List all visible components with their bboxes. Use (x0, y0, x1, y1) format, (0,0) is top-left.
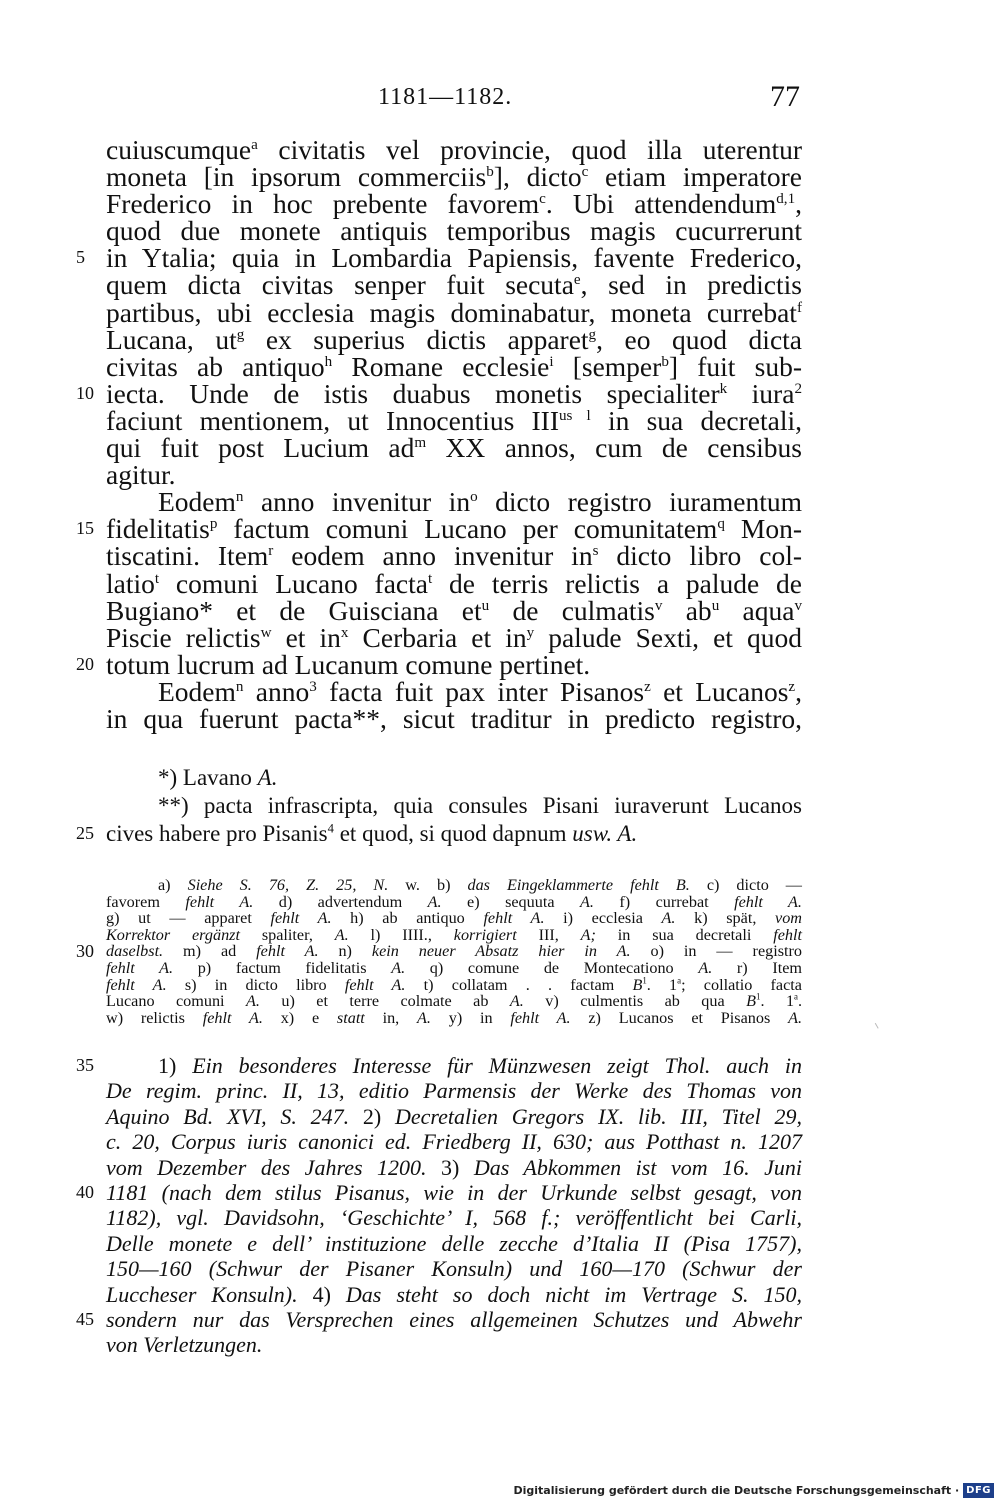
text-segment: , eo quod dicta (596, 323, 802, 355)
footnote-marker: z (644, 678, 651, 695)
running-head (0, 80, 1000, 120)
text-segment: et Lucanos (650, 675, 789, 707)
text-segment: III, (516, 925, 581, 944)
text-segment: anno invenitur in (243, 486, 471, 518)
text-segment: quod due monete antiquis temporibus magis cucurrerunt (106, 215, 802, 247)
text-segment: factum comuni Lucano per comunitatem (217, 513, 718, 545)
text-segment: r) Item (712, 958, 802, 977)
text-segment: cives habere pro Pisanis (106, 820, 328, 846)
text-segment: e) sequuta (441, 892, 580, 911)
footnote-marker: 2 (794, 380, 802, 397)
text-line (76, 941, 803, 962)
text-segment: partibus, ubi ecclesia magis dominabatur, moneta currebat (106, 296, 797, 328)
text-segment: et quod, si quod dapnum (333, 820, 573, 846)
footnote-marker: e (573, 272, 581, 289)
footnote-marker: y (526, 624, 535, 641)
text-segment: c. 20, Corpus iuris canonici ed. Friedberg II, 630; aus Potthast n. 1207 (106, 1129, 802, 1155)
credit-text: Digitalisierung gefördert durch die Deutsche Forschungsgemeinschaft · (513, 1483, 960, 1497)
text-line (106, 404, 802, 436)
text-segment: l) IIII., (348, 925, 454, 944)
page-number: 77 (770, 80, 800, 113)
footnote-marker: t (154, 570, 160, 587)
text-segment: anno (243, 675, 310, 707)
text-segment: s) in dicto libro (166, 975, 345, 994)
italic-text: fehlt A. (106, 975, 167, 994)
text-segment: Ein besonderes Interesse für Münzwesen zeigt Thol. auch in (192, 1053, 802, 1078)
italic-text: vom (775, 909, 802, 928)
text-segment: Delle monete e dell’ instituzione delle zecche d’Italia II (Pisa 1757), (106, 1230, 802, 1256)
text-line (106, 432, 802, 464)
footnote-marker: 3 (309, 678, 317, 695)
footnote-marker: q (717, 516, 725, 533)
text-segment: de culmatis (489, 594, 655, 626)
text-segment: Bugiano* et de Guisciana et (106, 594, 482, 626)
text-segment: ab (662, 594, 712, 626)
text-line (76, 1306, 802, 1332)
text-line (106, 894, 802, 911)
italic-text: A. (427, 892, 442, 911)
footnote-marker: a (251, 136, 258, 153)
line-number: 35 (76, 1055, 94, 1075)
text-segment: Lucano comuni (106, 992, 246, 1011)
text-segment: t) collatam . . factam (405, 975, 633, 994)
text-line (76, 1053, 802, 1078)
italic-text: usw. A. (572, 820, 638, 846)
footnote-marker: a (677, 975, 682, 986)
text-segment: , (795, 188, 803, 220)
line-number: 40 (76, 1181, 94, 1202)
text-segment: Piscie relictis (106, 621, 261, 653)
text-line (106, 540, 802, 572)
text-line (106, 161, 803, 193)
italic-text: fehlt A. (510, 1008, 571, 1027)
text-line (106, 1332, 802, 1357)
text-segment: Das steht so doch nicht im Vertrage S. 150, (345, 1281, 802, 1307)
italic-text: fehlt A. (185, 892, 254, 911)
text-line (106, 1282, 802, 1307)
footnote-marker: v (794, 597, 802, 614)
text-segment: in, (364, 1008, 418, 1027)
text-line (106, 1155, 802, 1180)
text-segment: c) dicto — (689, 876, 802, 894)
text-segment: cuiuscumque (106, 134, 252, 165)
text-line (106, 1078, 802, 1103)
text-segment: eodem anno invenitur in (273, 540, 593, 572)
footnote-marker: m (414, 434, 427, 451)
text-segment: Das Abkommen ist vom 16. Juni (473, 1154, 802, 1180)
line-number: 10 (76, 382, 94, 403)
text-segment: d) advertendum (253, 892, 428, 911)
text-segment: Romane ecclesie (332, 350, 550, 382)
text-segment: qui fuit post Lucium ad (106, 432, 415, 464)
text-segment: aqua (719, 594, 795, 626)
text-segment: *) Lavano (158, 765, 258, 790)
text-line (106, 977, 802, 994)
line-number: 5 (76, 247, 85, 268)
text-segment: k) spät, (675, 909, 776, 928)
text-segment: ex superius dictis apparet (244, 323, 589, 355)
text-segment: Luccheser Konsuln). (106, 1281, 313, 1307)
note-number: 4) (312, 1281, 346, 1307)
text-line (106, 1129, 802, 1154)
footnote-marker: n (235, 489, 244, 506)
text-segment: in sua decretali, (590, 404, 802, 436)
italic-text: Korrektor ergänzt (106, 925, 240, 944)
text-segment: q) comune de Montecationo (405, 958, 699, 977)
main-text (76, 134, 803, 734)
text-line (76, 1179, 802, 1205)
footnote-marker: f (796, 299, 802, 316)
line-number: 15 (76, 518, 94, 539)
footnote-marker: s (592, 543, 599, 560)
text-segment: De regim. princ. II, 13, editio Parmensis der Werke des Thomas von (106, 1078, 802, 1104)
footnote-marker: 1 (642, 975, 647, 986)
text-segment: ] fuit sub- (668, 350, 803, 382)
footnote-marker: u (481, 597, 490, 614)
text-segment: , sed in predictis (580, 269, 802, 301)
italic-text: fehlt A. (734, 892, 802, 911)
text-segment: . (798, 992, 803, 1011)
text-segment: g) ut — apparet (106, 909, 271, 928)
text-line (106, 350, 803, 382)
text-segment: v) culmentis ab qua (523, 992, 747, 1011)
text-segment: et in (271, 621, 341, 653)
footnotes (76, 1053, 802, 1358)
text-segment: Lucana, ut (106, 323, 237, 355)
note-number: 2) (362, 1103, 395, 1129)
text-line (106, 1231, 802, 1256)
footnote-marker: d,1 (776, 191, 796, 208)
footnote-marker: us l (559, 407, 591, 424)
footnote-marker: c (539, 191, 546, 208)
italic-text: fehlt A. (270, 909, 332, 928)
text-segment: etiam imperatore (588, 161, 803, 193)
text-segment: i) ecclesia (544, 909, 662, 928)
text-segment: Eodem (158, 675, 236, 707)
italic-text: A. (334, 925, 349, 944)
text-segment: iecta. Unde de istis duabus monetis specialiter (106, 377, 720, 409)
italic-text: daselbst. (106, 942, 164, 961)
text-segment: n) (318, 942, 372, 961)
text-segment: civitas ab antiquo (106, 350, 325, 382)
text-segment: in sua decretali (595, 925, 774, 944)
text-line (106, 136, 802, 163)
footnote-marker: n (235, 678, 244, 695)
text-segment: u) et terre colmate ab (259, 992, 510, 1011)
text-segment: z) Lucanos et Pisanos (570, 1008, 789, 1027)
text-segment: quem dicta civitas senper fuit secuta (106, 269, 574, 301)
footnote-marker: u (711, 597, 720, 614)
italic-text: fehlt A. (344, 975, 406, 994)
text-line (106, 567, 802, 599)
italic-text: fehlt (773, 925, 802, 944)
text-segment: favorem (106, 892, 186, 911)
italic-text: A. (579, 892, 594, 911)
line-number: 45 (76, 1308, 94, 1329)
text-segment: tiscatini. Item (106, 540, 269, 572)
text-segment: 1181 (nach dem stilus Pisanus, wie in der Urkunde selbst gesagt, von (106, 1179, 802, 1205)
digitization-credit (513, 1481, 994, 1499)
running-head-years: 1181—1182. (378, 84, 513, 110)
text-segment: o) in — registro (630, 942, 803, 961)
text-segment: civitatis vel provincie, quod illa uterentur (257, 134, 802, 165)
text-line (106, 323, 802, 355)
italic-text: statt (336, 1008, 365, 1027)
text-line (106, 215, 802, 247)
italic-text: A; (580, 925, 596, 944)
footnote-marker: g (588, 326, 597, 343)
text-segment: dicto libro col- (598, 540, 802, 572)
text-line (106, 960, 802, 977)
footnote-marker: v (654, 597, 663, 614)
text-segment: y) in (430, 1008, 511, 1027)
text-line (106, 1010, 802, 1027)
footnote-marker: b (661, 353, 669, 370)
text-segment: facta fuit pax inter Pisanos (316, 675, 645, 707)
text-line (106, 877, 802, 894)
text-segment: Cerbaria et in (348, 621, 527, 653)
text-segment: de terris relictis a palude de (432, 567, 802, 599)
italic-text: fehlt A. (202, 1008, 263, 1027)
text-segment: latio (106, 567, 155, 599)
text-segment: p) factum fidelitatis (173, 958, 392, 977)
text-segment: f) currebat (593, 892, 735, 911)
text-segment: iura (727, 377, 795, 409)
text-segment: [semper (553, 350, 662, 382)
text-segment: 1182), vgl. Davidsohn, ‘Geschichte’ I, 568 f.; veröffentlicht bei Carli, (106, 1205, 802, 1231)
italic-text: A. (391, 958, 406, 977)
italic-text: A. (417, 1008, 431, 1027)
italic-text: kein neuer Absatz hier in A. (371, 942, 631, 961)
text-line (106, 1256, 802, 1281)
text-line (106, 459, 802, 491)
text-segment: fidelitatis (106, 513, 210, 545)
italic-text: fehlt A. (483, 909, 545, 928)
text-segment: Decretalien Gregors IX. lib. III, Titel 29, (394, 1103, 802, 1129)
footnote-marker: c (581, 163, 589, 180)
text-line (76, 513, 802, 545)
text-segment: Aquino Bd. XVI, S. 247. (106, 1103, 363, 1129)
critical-apparatus (76, 876, 803, 1027)
footnote-marker: r (268, 543, 274, 560)
text-line (76, 648, 802, 680)
italic-text: A. (661, 909, 676, 928)
text-segment: comuni Lucano facta (159, 567, 428, 599)
text-segment: von Verletzungen. (106, 1332, 263, 1358)
text-line (106, 910, 802, 927)
text-line (106, 927, 802, 944)
text-segment: a) (158, 876, 188, 894)
italic-text: das Eingeklammerte fehlt B. (467, 876, 690, 894)
footnote-marker: k (719, 380, 728, 397)
text-line (106, 993, 802, 1010)
footnote-marker: i (549, 353, 554, 370)
text-segment: x) e (262, 1008, 337, 1027)
italic-text: B (746, 992, 756, 1011)
text-line (106, 764, 802, 792)
text-line (106, 1104, 802, 1129)
text-segment: h) ab antiquo (331, 909, 484, 928)
text-segment: vom Dezember des Jahres 1200. (106, 1154, 442, 1180)
footnote-marker: x (340, 624, 349, 641)
text-segment: spaliter, (239, 925, 335, 944)
dfg-logo: DFG (963, 1483, 994, 1498)
text-line (106, 296, 802, 328)
footnote-marker: o (470, 489, 478, 506)
text-segment: Frederico in hoc prebente favorem (106, 188, 540, 220)
text-line (106, 486, 802, 518)
italic-text: B (632, 975, 643, 994)
italic-text: A. (698, 958, 713, 977)
text-line (106, 675, 802, 707)
text-line (106, 1205, 802, 1230)
text-segment: dicto registro iuramentum (477, 486, 802, 518)
text-line (106, 792, 802, 820)
footnote-marker: w (260, 624, 272, 641)
text-line (106, 269, 802, 301)
text-line (106, 594, 802, 626)
text-line (106, 621, 802, 653)
line-number: 20 (76, 653, 94, 674)
italic-text: korrigiert (453, 925, 517, 944)
note-number: 3) (441, 1154, 474, 1180)
text-segment: m) ad (163, 942, 257, 961)
italic-text: A. (257, 765, 278, 790)
line-number: 30 (76, 941, 94, 962)
text-segment: ; collatio facta (681, 975, 802, 994)
text-segment: 150—160 (Schwur der Pisaner Konsuln) und 160—170 (Schwur der (106, 1256, 802, 1282)
text-line (106, 702, 802, 734)
text-segment: w) relictis (106, 1008, 203, 1027)
text-segment: **) pacta infrascripta, quia consules Pisani iuraverunt Lucanos (158, 792, 802, 818)
footnote-marker: z (788, 678, 796, 695)
footnote-marker: t (427, 570, 433, 587)
note-number: 1) (158, 1053, 193, 1078)
italic-text: Siehe S. 76, Z. 25, N. (187, 876, 389, 894)
text-line (76, 377, 802, 409)
italic-text: A. (245, 992, 260, 1011)
text-segment: . Ubi attendendum (545, 188, 777, 220)
text-segment: moneta [in ipsorum commerciis (106, 161, 487, 193)
italic-text: fehlt A. (106, 958, 174, 977)
text-segment: ], dicto (493, 161, 582, 193)
text-segment: palude Sexti, et quod (534, 621, 802, 653)
italic-text: fehlt A. (256, 942, 319, 961)
line-number: 25 (76, 822, 94, 843)
text-segment: . 1 (760, 992, 795, 1011)
footnote-marker: h (324, 353, 333, 370)
text-line (76, 820, 802, 848)
text-segment: agitur. (106, 459, 176, 491)
footnote-marker: a (794, 991, 798, 1002)
text-segment: in Ytalia; quia in Lombardia Papiensis, favente Frederico, (106, 242, 802, 274)
italic-text: A. (788, 1008, 802, 1027)
text-segment: Eodem (158, 486, 236, 518)
text-segment: Mon- (724, 513, 802, 545)
text-line (106, 188, 803, 220)
text-segment: . 1 (646, 975, 678, 994)
scan-speck (875, 1021, 881, 1028)
text-line (76, 242, 802, 274)
footnote-marker: 1 (756, 991, 761, 1002)
text-segment: , (795, 675, 802, 707)
text-segment: sondern nur das Versprechen eines allgemeinen Schutzes und Abwehr (106, 1306, 802, 1332)
text-segment: XX annos, cum de censibus (426, 432, 802, 464)
star-notes (76, 764, 802, 847)
footnote-marker: g (236, 326, 245, 343)
text-segment: in qua fuerunt pacta**, sicut traditur in predicto registro, (106, 702, 802, 734)
italic-text: A. (509, 992, 524, 1011)
text-segment: totum lucrum ad Lucanum comune pertinet. (106, 648, 591, 680)
footnote-marker: p (209, 516, 218, 533)
text-segment: w. b) (388, 876, 468, 894)
footnote-marker: 4 (327, 820, 334, 835)
footnote-marker: b (486, 163, 494, 180)
text-segment: faciunt mentionem, ut Innocentius III (106, 404, 559, 436)
